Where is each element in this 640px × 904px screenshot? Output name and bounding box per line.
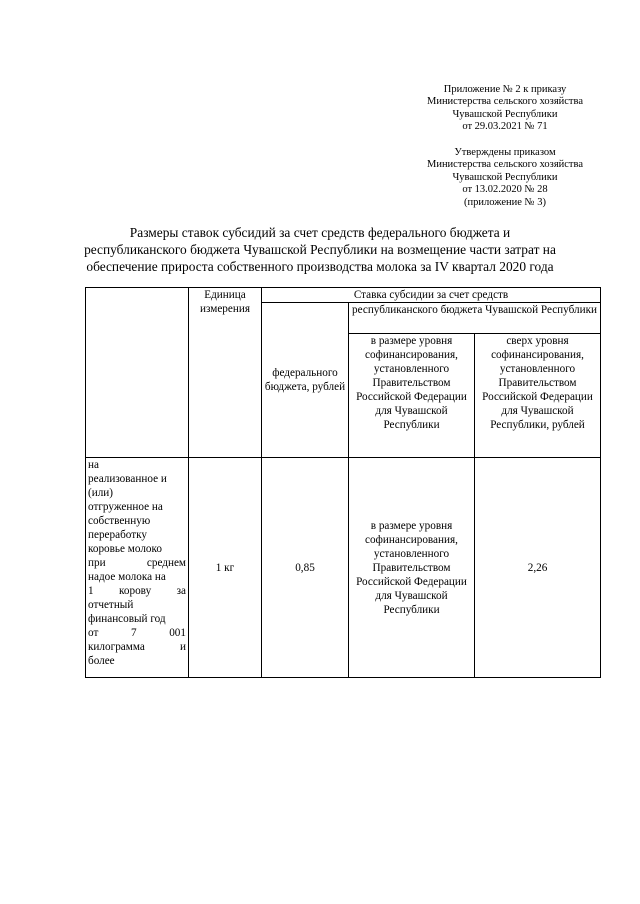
description-line: килограмма и (88, 641, 186, 653)
row-above-cofinancing-rate: 2,26 (475, 458, 601, 678)
description-line: финансовый год (88, 613, 166, 625)
header-republic-group: республиканского бюджета Чувашской Республики (349, 303, 601, 334)
appendix-line: Приложение № 2 к приказу (443, 84, 567, 95)
description-line: коровье молоко (88, 543, 162, 555)
row-federal-rate: 0,85 (262, 458, 349, 678)
appendix-note (390, 84, 620, 134)
description-line: 1 корову за (88, 585, 186, 597)
appendix-line: от 29.03.2021 № 71 (462, 121, 548, 133)
header-rate-group: Ставка субсидии за счет средств (262, 288, 601, 303)
appendix-line: Министерства сельского хозяйства (426, 96, 583, 108)
header-federal: федерального бюджета, рублей (262, 303, 349, 458)
table-row (86, 458, 601, 678)
title-line: республиканского бюджета Чувашской Республики на возмещение части затрат на (84, 242, 556, 257)
description-line: отчетный (88, 599, 134, 611)
header-unit: Единица измерения (189, 288, 262, 458)
description-line: переработку (88, 529, 147, 541)
description-line: при среднем (88, 557, 186, 569)
title-line: обеспечение прироста собственного производства молока за IV квартал 2020 года (86, 259, 554, 274)
header-above-cofinancing: сверх уровня софинансирования, установленного Правительством Российской Федерации для Чувашской Республики, рублей (475, 334, 601, 458)
approval-line: Чувашской Республики (452, 171, 558, 183)
approval-line: Утверждены приказом (454, 147, 556, 158)
header-empty-cell (86, 288, 189, 458)
approval-line: (приложение № 3) (464, 196, 546, 208)
description-line: от 7 001 (88, 627, 186, 639)
approval-note (390, 147, 620, 209)
description-line: реализованное и (88, 473, 167, 485)
description-line: надое молока на (88, 571, 166, 583)
appendix-line: Чувашской Республики (452, 108, 558, 120)
description-line: на (88, 459, 99, 471)
approval-line: Министерства сельского хозяйства (426, 159, 583, 171)
row-unit: 1 кг (189, 458, 262, 678)
description-line: (или) (88, 487, 114, 499)
description-line: собственную (88, 515, 151, 527)
approval-line: от 13.02.2020 № 28 (462, 184, 548, 196)
subsidy-rates-table (85, 287, 601, 678)
document-title (40, 224, 600, 275)
title-line: Размеры ставок субсидий за счет средств федерального бюджета и (129, 225, 511, 240)
description-line: отгруженное на (88, 501, 163, 513)
description-line: более (88, 655, 115, 667)
row-description (86, 458, 189, 678)
row-cofinancing-rate: в размере уровня софинансирования, установленного Правительством Российской Федерации для Чувашской Республики (349, 458, 475, 678)
header-cofinancing: в размере уровня софинансирования, установленного Правительством Российской Федерации для Чувашской Республики (349, 334, 475, 458)
